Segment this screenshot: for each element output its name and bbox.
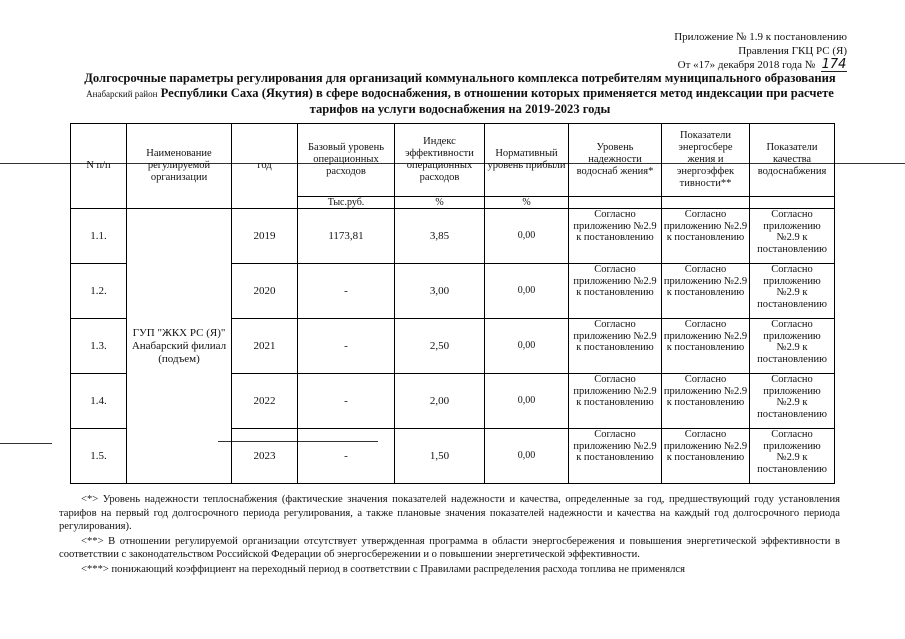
cell-reliability: Согласно приложению №2.9 к постановлению	[569, 209, 662, 264]
cell-year: 2020	[232, 264, 298, 319]
document-title	[70, 71, 850, 117]
cell-num: 1.5.	[71, 429, 127, 484]
cell-efficiency-index: 3,85	[395, 209, 485, 264]
cell-base-level: -	[298, 264, 395, 319]
header-org-name: Наименование регулируемой организации	[127, 124, 232, 209]
unit-normative-profit: %	[485, 197, 569, 209]
cell-num: 1.2.	[71, 264, 127, 319]
cell-normative-profit: 0,00	[485, 429, 569, 484]
title-district: Анабарский район	[86, 89, 158, 99]
cell-energy-efficiency: Согласно приложению №2.9 к постановлению	[662, 209, 750, 264]
title-part-2: Республики Саха (Якутия) в сфере водоснабжения, в отношении которых применяется метод индексации при расчете тарифов на услуги водоснабжения на 2019-2023 годы	[160, 86, 834, 116]
header-reliability: Уровень надежности водоснаб жения*	[569, 124, 662, 197]
cell-quality: Согласно приложению №2.9 к постановлению	[750, 209, 835, 264]
unit-base-level: Тыс.руб.	[298, 197, 395, 209]
header-energy-efficiency: Показатели энергосбере жения и энергоэффек тивности**	[662, 124, 750, 197]
unit-empty	[662, 197, 750, 209]
footnote-3: <***> понижающий коэффициент на переходный период в соответствии с Правилами распределения расхода топлива не применялся	[81, 563, 685, 575]
cell-energy-efficiency: Согласно приложению №2.9 к постановлению	[662, 429, 750, 484]
cell-year: 2022	[232, 374, 298, 429]
cell-reliability: Согласно приложению №2.9 к постановлению	[569, 264, 662, 319]
cell-base-level: 1173,81	[298, 209, 395, 264]
cell-efficiency-index: 1,50	[395, 429, 485, 484]
cell-normative-profit: 0,00	[485, 209, 569, 264]
cell-energy-efficiency: Согласно приложению №2.9 к постановлению	[662, 319, 750, 374]
cell-num: 1.4.	[71, 374, 127, 429]
unit-empty	[750, 197, 835, 209]
scan-line-left	[0, 443, 52, 444]
unit-efficiency-index: %	[395, 197, 485, 209]
footnotes	[59, 493, 840, 577]
cell-organization: ГУП "ЖКХ РС (Я)" Анабарский филиал (подъем)	[127, 209, 232, 484]
cell-base-level: -	[298, 319, 395, 374]
cell-quality: Согласно приложению №2.9 к постановлению	[750, 429, 835, 484]
header-base-level: Базовый уровень операционных расходов	[298, 124, 395, 197]
approval-block	[674, 30, 847, 72]
cell-num: 1.1.	[71, 209, 127, 264]
cell-year: 2021	[232, 319, 298, 374]
title-part-1: Долгосрочные параметры регулирования для организаций коммунального комплекса потребителям муниципального образования	[84, 71, 836, 85]
approval-line-2: Правления ГКЦ РС (Я)	[738, 45, 847, 57]
cell-reliability: Согласно приложению №2.9 к постановлению	[569, 429, 662, 484]
cell-normative-profit: 0,00	[485, 319, 569, 374]
cell-energy-efficiency: Согласно приложению №2.9 к постановлению	[662, 374, 750, 429]
header-efficiency-index: Индекс эффективности операционных расходов	[395, 124, 485, 197]
cell-year: 2019	[232, 209, 298, 264]
header-normative-profit: Нормативный уровень прибыли	[485, 124, 569, 197]
cell-year: 2023	[232, 429, 298, 484]
cell-base-level: -	[298, 429, 395, 484]
approval-date: От «17» декабря 2018 года №	[677, 59, 816, 71]
cell-normative-profit: 0,00	[485, 264, 569, 319]
cell-normative-profit: 0,00	[485, 374, 569, 429]
cell-num: 1.3.	[71, 319, 127, 374]
cell-quality: Согласно приложению №2.9 к постановлению	[750, 264, 835, 319]
approval-line-3	[674, 58, 847, 72]
unit-empty	[569, 197, 662, 209]
approval-line-1: Приложение № 1.9 к постановлению	[674, 31, 847, 43]
cell-efficiency-index: 2,50	[395, 319, 485, 374]
cell-efficiency-index: 2,00	[395, 374, 485, 429]
handwritten-number: 174	[821, 57, 847, 72]
cell-efficiency-index: 3,00	[395, 264, 485, 319]
cell-base-level: -	[298, 374, 395, 429]
table-row	[71, 209, 835, 264]
cell-quality: Согласно приложению №2.9 к постановлению	[750, 374, 835, 429]
cell-energy-efficiency: Согласно приложению №2.9 к постановлению	[662, 264, 750, 319]
table-header-row	[71, 124, 835, 197]
header-num: N п/п	[71, 124, 127, 209]
cell-reliability: Согласно приложению №2.9 к постановлению	[569, 319, 662, 374]
cell-quality: Согласно приложению №2.9 к постановлению	[750, 319, 835, 374]
cell-reliability: Согласно приложению №2.9 к постановлению	[569, 374, 662, 429]
header-quality: Показатели качества водоснабжения	[750, 124, 835, 197]
footnote-2: <**> В отношении регулируемой организации отсутствует утвержденная программа в области энергосбережения и повышения энергетической эффективности в соответствии с законодательством Российской Федерации об энергосбережении и о повышении энергетической эффективности.	[59, 535, 840, 560]
parameters-table	[70, 123, 835, 484]
header-year: год	[232, 124, 298, 209]
footnote-1: <*> Уровень надежности теплоснабжения (фактические значения показателей надежности и качества, определенные за год, предшествующий году установления тарифов на первый год долгосрочного периода регулирования, а также плановые значения показателей надежности и качества на каждый год долгосрочного периода регулирования).	[59, 494, 840, 532]
